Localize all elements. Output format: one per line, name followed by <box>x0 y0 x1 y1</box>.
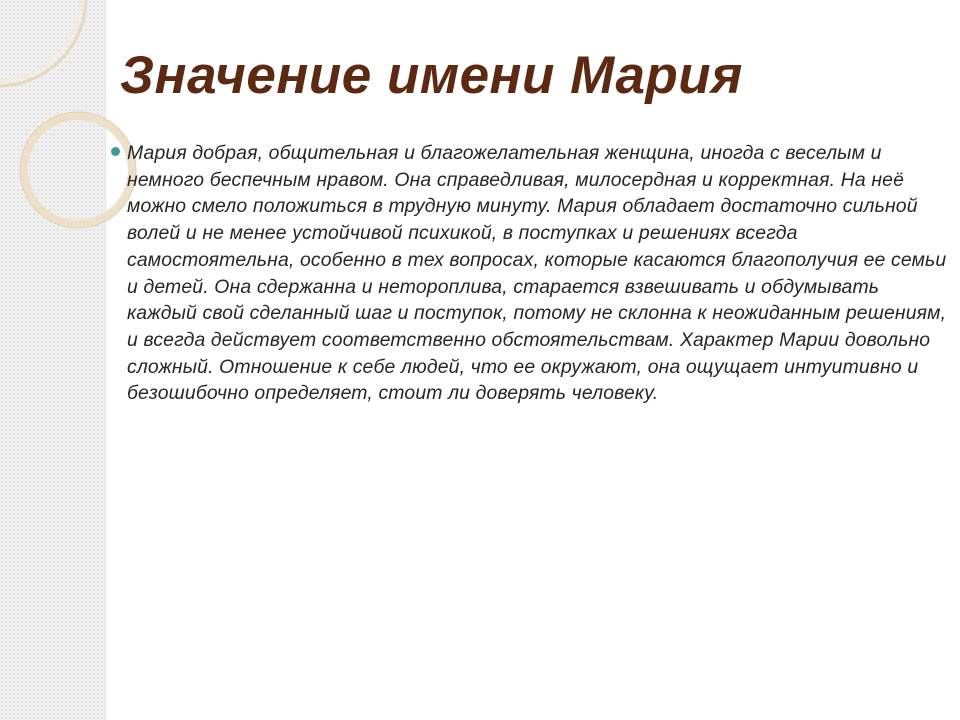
bullet-item <box>108 140 954 407</box>
slide-title: Значение имени Мария <box>120 46 743 105</box>
bullet-list <box>108 140 954 407</box>
top-ring-arc <box>0 0 86 86</box>
bullet-text: Мария добрая, общительная и благожелательная женщина, иногда с веселым и немного беспечным нравом. Она справедливая, милосердная и корректная. На неё можно смело положиться в трудную минуту. Мария обладает достаточно сильной волей и не менее устойчивой психикой, в поступках и решениях всегда самостоятельна, особенно в тех вопросах, которые касаются благополучия ее семьи и детей. Она сдержанна и нетороплива, старается взвешивать и обдумывать каждый свой сделанный шаг и поступок, потому не склонна к неожиданным решениям, и всегда действует соответственно обстоятельствам. Характер Марии довольно сложный. Отношение к себе людей, что ее окружают, она ощущает интуитивно и безошибочно определяет, стоит ли доверять человеку. <box>127 142 947 405</box>
bullet-dot-icon <box>111 147 120 156</box>
top-ring-inner-arc <box>0 0 80 80</box>
